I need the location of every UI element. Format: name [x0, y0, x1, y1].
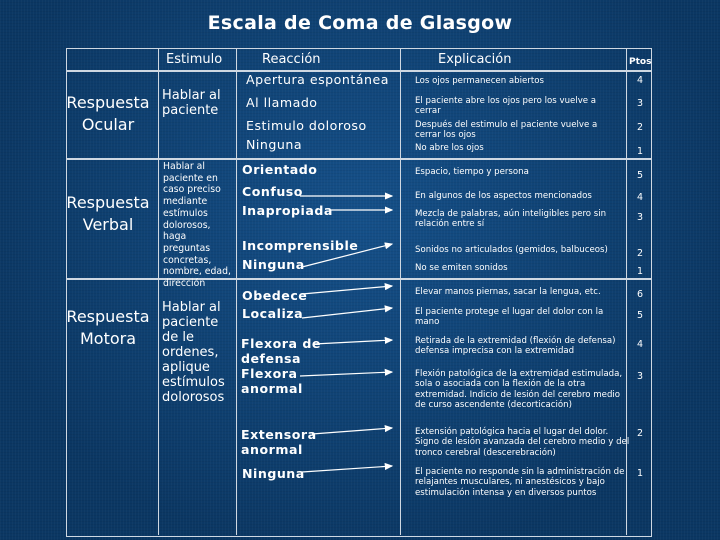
points-value: 4: [636, 339, 644, 350]
points-value: 3: [636, 371, 644, 382]
response-item: Ninguna: [242, 466, 305, 481]
points-value: 4: [636, 75, 644, 86]
arrow-icon: [314, 340, 392, 344]
header-reaccion: Reacción: [262, 52, 321, 67]
category-verbal: Respuesta Verbal: [66, 193, 150, 234]
header-estimulo: Estimulo: [166, 52, 223, 67]
arrow-icon: [302, 308, 392, 318]
response-item: Orientado: [242, 162, 318, 177]
response-item: Flexora anormal: [241, 366, 303, 396]
points-value: 3: [636, 212, 644, 223]
response-item: Incomprensible: [242, 238, 359, 253]
explanation-item: Extensión patológica hacia el lugar del dolor. Signo de lesión avanzada del cerebro medio y del tronco cerebral (descerebración): [415, 427, 630, 458]
points-value: 2: [636, 428, 644, 439]
response-item: Localiza: [242, 306, 304, 321]
explanation-item: Espacio, tiempo y persona: [415, 167, 529, 177]
arrow-icon: [302, 286, 392, 294]
points-value: 2: [636, 248, 644, 259]
response-item: Ninguna: [246, 137, 303, 152]
points-value: 2: [636, 122, 644, 133]
stimulus-verbal: Hablar al paciente en caso preciso mediante estímulos dolorosos, haga preguntas concretas, nombre, edad, dirección: [163, 161, 231, 290]
response-item: Apertura espontánea: [246, 72, 389, 87]
response-item: Ninguna: [242, 257, 305, 272]
points-value: 1: [636, 266, 644, 277]
points-value: 5: [636, 310, 644, 321]
arrow-icon: [312, 428, 392, 434]
header-ptos: Ptos: [629, 57, 652, 67]
stimulus-motora: Hablar al paciente de le ordenes, aplique estímulos dolorosos: [162, 300, 225, 405]
explanation-item: El paciente abre los ojos pero los vuelve a cerrar: [415, 96, 597, 117]
explanation-item: El paciente protege el lugar del dolor con la mano: [415, 307, 604, 328]
explanation-item: Flexión patológica de la extremidad estimulada, sola o asociada con la flexión de la otra extremidad. Indicio de lesión del cerebro medio de curso ascendente (decorticación): [415, 369, 623, 411]
points-value: 3: [636, 98, 644, 109]
points-value: 4: [636, 192, 644, 203]
explanation-item: Después del estimulo el paciente vuelve a cerrar los ojos: [415, 120, 598, 141]
points-value: 5: [636, 170, 644, 181]
arrow-icon: [302, 466, 392, 472]
response-item: Extensora anormal: [241, 427, 317, 457]
response-item: Al llamado: [246, 95, 318, 110]
explanation-item: No se emiten sonidos: [415, 263, 508, 273]
explanation-item: Sonidos no articulados (gemidos, balbuceos): [415, 245, 608, 255]
response-item: Inapropiada: [242, 203, 333, 218]
points-value: 1: [636, 146, 644, 157]
response-item: Confuso: [242, 184, 303, 199]
explanation-item: Mezcla de palabras, aún inteligibles pero sin relación entre sí: [415, 209, 607, 230]
category-motora: Respuesta Motora: [66, 307, 150, 348]
explanation-item: El paciente no responde sin la administración de relajantes musculares, ni anestésicos y bajo estimulación intensa y en diversos puntos: [415, 467, 625, 498]
response-item: Obedece: [242, 288, 308, 303]
explanation-item: Los ojos permanecen abiertos: [415, 76, 544, 86]
response-item: Flexora de defensa: [241, 336, 321, 366]
page-title: Escala de Coma de Glasgow: [207, 12, 513, 34]
explanation-item: No abre los ojos: [415, 143, 484, 153]
arrow-icon: [302, 244, 392, 267]
points-value: 6: [636, 289, 644, 300]
points-value: 1: [636, 468, 644, 479]
category-ocular: Respuesta Ocular: [66, 93, 150, 134]
arrow-icon: [300, 372, 392, 376]
explanation-item: En algunos de los aspectos mencionados: [415, 191, 592, 201]
explanation-item: Elevar manos piernas, sacar la lengua, etc.: [415, 287, 601, 297]
explanation-item: Retirada de la extremidad (flexión de defensa) defensa imprecisa con la extremidad: [415, 336, 616, 357]
stimulus-ocular: Hablar al paciente: [162, 88, 221, 118]
header-explicacion: Explicación: [438, 52, 512, 67]
response-item: Estimulo doloroso: [246, 118, 367, 133]
